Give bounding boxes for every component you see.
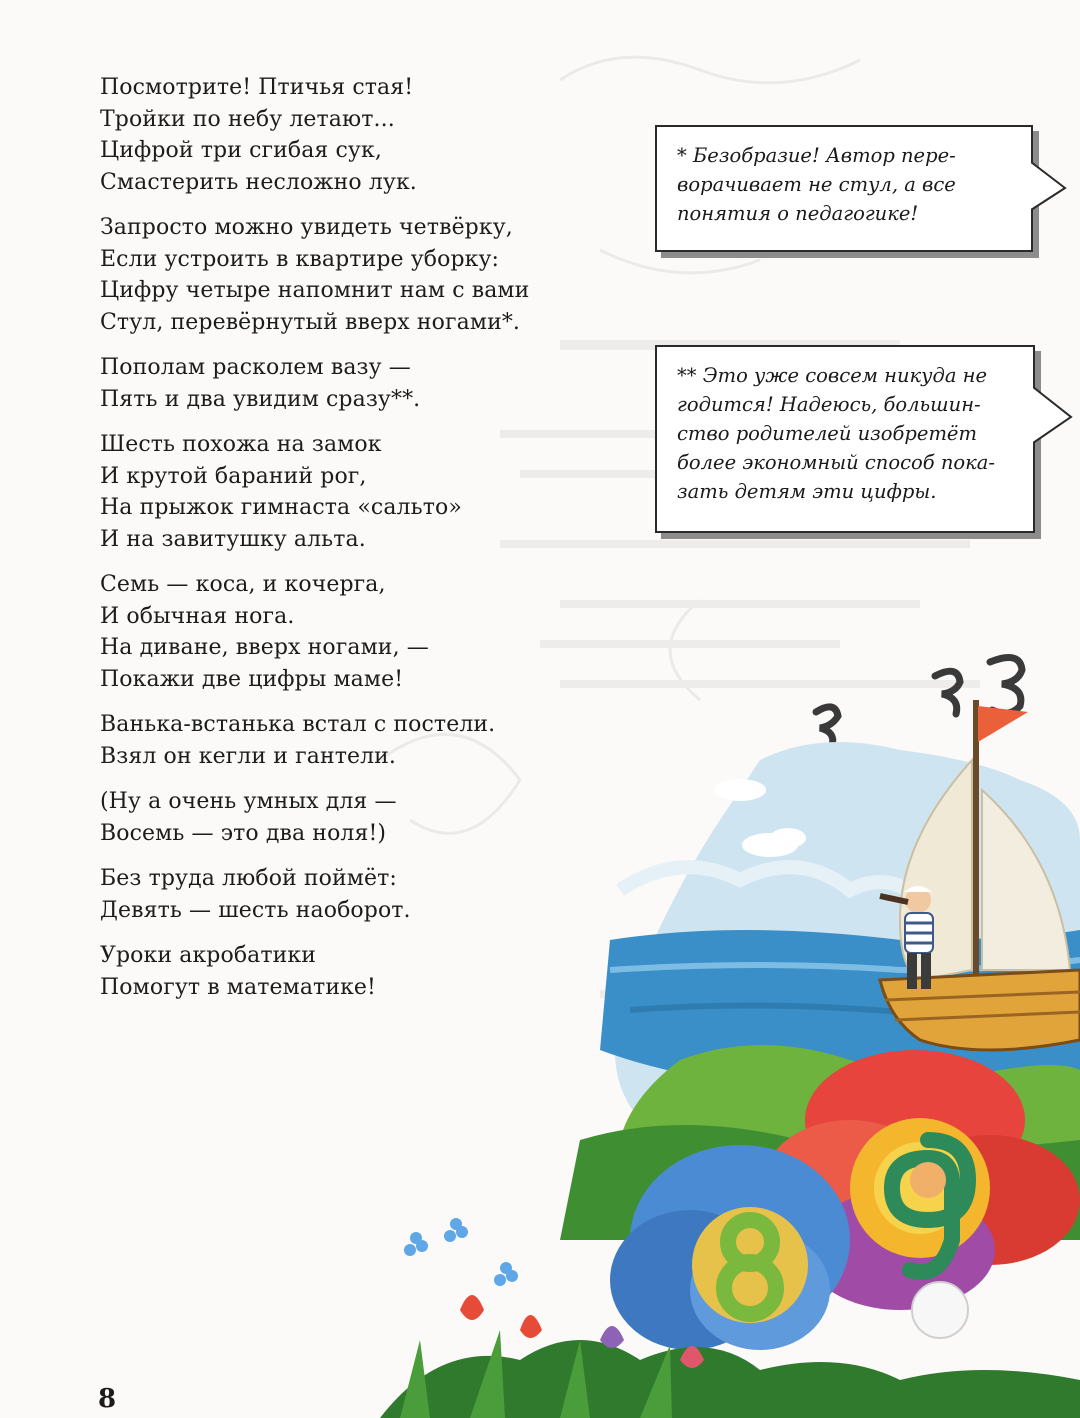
poem-line: И крутой бараний рог, — [100, 463, 367, 489]
poem-line: Смастерить несложно лук. — [100, 169, 417, 195]
poem-line: Стул, перевёрнутый вверх ногами*. — [100, 309, 521, 335]
poem-line: На диване, вверх ногами, — — [100, 635, 429, 660]
poem-line: Взял он кегли и гантели. — [100, 743, 397, 769]
note-line: зать детям эти цифры. — [677, 480, 937, 503]
poem-line: На прыжок гимнаста «сальто» — [100, 495, 462, 520]
note-line: ворачивает не стул, а все — [677, 173, 956, 196]
stanza — [100, 352, 640, 415]
poem-line: Уроки акробатики — [100, 943, 317, 968]
poem-line: Пополам расколем вазу — — [100, 355, 411, 380]
poem-line: Ванька-встанька встал с постели. — [100, 712, 496, 737]
poem-line: И на завитушку альта. — [100, 526, 366, 552]
illustration-sailboat-flowers — [380, 640, 1080, 1418]
poem-line: Цифру четыре напомнит нам с вами — [100, 278, 530, 303]
poem-line: Шесть похожа на замок — [100, 432, 382, 457]
poem-line: Восемь — это два ноля!) — [100, 820, 387, 846]
note-line: понятия о педагогике! — [677, 202, 919, 225]
poem-line: Тройки по небу летают... — [100, 106, 395, 132]
note-line: более экономный способ пока- — [677, 451, 996, 474]
poem-line: (Ну а очень умных для — — [100, 789, 397, 814]
footnote-callout-2 — [655, 345, 1035, 533]
poem-line: Если устроить в квартире уборку: — [100, 246, 500, 272]
stanza — [100, 212, 640, 338]
poem-line: Девять — шесть наоборот. — [100, 897, 411, 923]
poem-line: Помогут в математике! — [100, 974, 376, 1000]
poem-line: Пять и два увидим сразу**. — [100, 386, 421, 412]
poem-line: И обычная нога. — [100, 603, 295, 629]
note-line: годится! Надеюсь, большин- — [677, 393, 981, 416]
note-line: ** Это уже совсем никуда не — [677, 364, 988, 387]
poem-line: Посмотрите! Птичья стая! — [100, 75, 414, 100]
poem-line: Без труда любой поймёт: — [100, 866, 397, 891]
stanza — [100, 429, 640, 555]
poem-line: Покажи две цифры маме! — [100, 666, 404, 692]
note-line: * Безобразие! Автор пере- — [677, 144, 956, 167]
poem-line: Цифрой три сгибая сук, — [100, 138, 382, 163]
callout-tail-icon — [1033, 385, 1077, 455]
footnote-callout-1 — [655, 125, 1033, 252]
callout-tail-icon — [1031, 160, 1071, 220]
page-number: 8 — [98, 1384, 117, 1414]
poem-line: Запросто можно увидеть четвёрку, — [100, 215, 513, 240]
poem-line: Семь — коса, и кочерга, — [100, 572, 386, 597]
note-line: ство родителей изобретёт — [677, 422, 977, 445]
stanza — [100, 72, 640, 198]
